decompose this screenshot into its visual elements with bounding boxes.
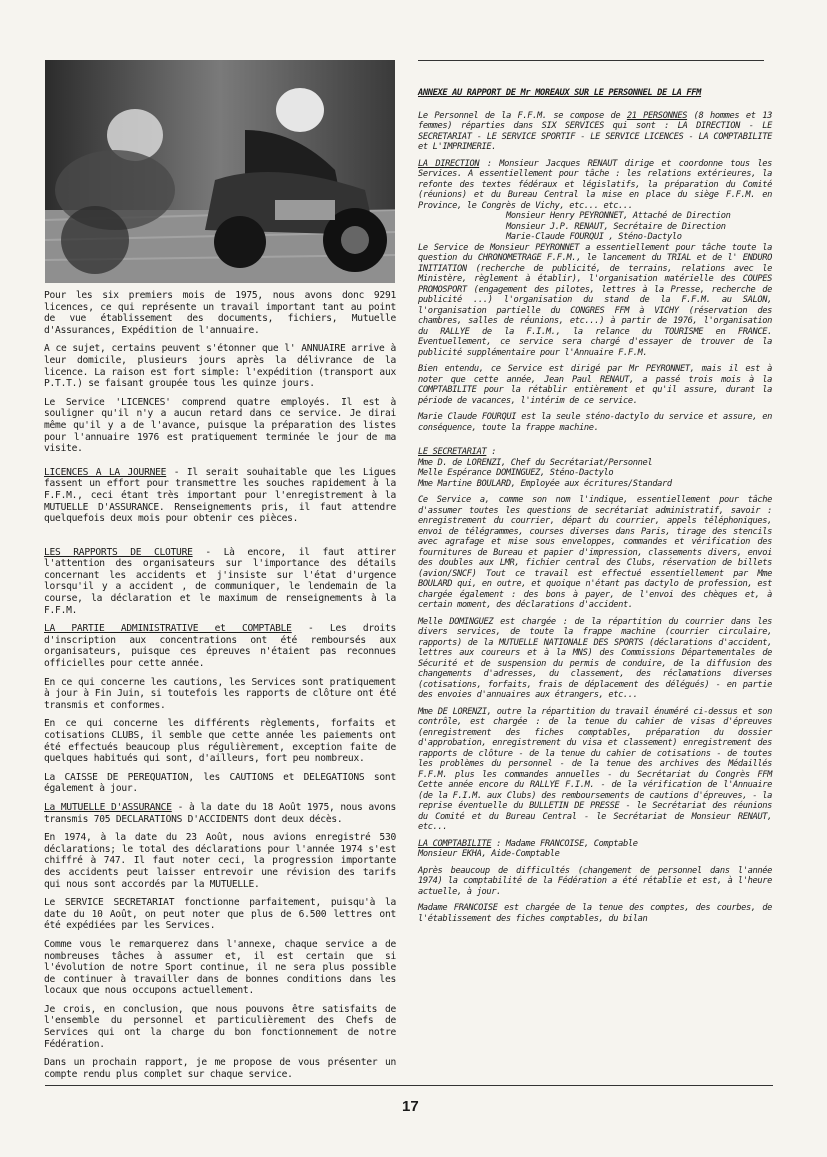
highlight: 21 PERSONNES: [626, 110, 688, 121]
staff-line: Marie-Claude FOURQUI , Sténo-Dactylo: [506, 232, 682, 242]
paragraph: Melle DOMINGUEZ est chargée : de la répartition du courrier dans les divers services, de toute la frappe machine (courrier circulaire, rapports) de la MUTUELLE NATIONALE DES SPORTS (déclarations d'accident, lettres aux coureurs et à la MNS) des Commissions Départementales de Sécurité et de suspension du permis de conduire, de la diffusion des changements d'adresses, du classement, des réclamations diverses (cotisations, forfaits, frais de déplacement des délégués) - en partie des envoies d'annuaires aux étrangers, etc...: [418, 616, 772, 700]
paragraph: [418, 839, 772, 860]
staff-line: Monsieur J.P. RENAUT, Secrétaire de Direction: [506, 221, 726, 232]
right-column: [418, 88, 772, 930]
section-heading: LICENCES A LA JOURNEE: [44, 466, 167, 478]
paragraph: Marie Claude FOURQUI est la seule sténo-dactylo du service et assure, en conséquence, toute la frappe machine.: [418, 412, 772, 433]
motorcycle-race-photo: [45, 60, 395, 283]
paragraph: Madame FRANCOISE est chargée de la tenue des comptes, des courbes, de l'établissement des fiches comptables, du bilan: [418, 903, 772, 924]
paragraph-text: Le Personnel de la F.F.M. se compose de: [418, 110, 627, 121]
paragraph: [418, 159, 772, 212]
paragraph: En ce qui concerne les cautions, les Services sont pratiquement à jour à Fin Juin, si toutefois les rapports de clôture ont été transmis et conformes.: [44, 676, 396, 711]
paragraph: Pour les six premiers mois de 1975, nous avons donc 9291 licences, ce qui représente un travail important tant au point de vue établissement des documents, fichiers, Mutuelle d'Assurances, Expédition de l'annuaire.: [44, 290, 396, 336]
paragraph: [44, 802, 396, 825]
staff-list: Mme D. de LORENZI, Chef du Secrétariat/Personnel Melle Espérance DOMINGUEZ, Sténo-Dactylo Mme Martine BOULARD, Employée aux écritures/Standard: [418, 457, 672, 489]
paragraph: Bien entendu, ce Service est dirigé par Mr PEYRONNET, mais il est à noter que cette année, Jean Paul RENAUT, a passé trois mois à la COMPTABILITE pour la rétablir entièrement et qu'il assure, durant la période de vacances, l'intérim de ce service.: [418, 364, 772, 406]
paragraph-text: - Là encore, il faut attirer l'attention des organisateurs sur l'importance des détails concernant les accidents et j'insiste sur l'état d'urgence lorsqu'il y a accident , de communiquer, le lendemain de la course, la déclaration et le maximum de renseignements à la F.F.M.: [44, 546, 396, 616]
paragraph: A ce sujet, certains peuvent s'étonner que l' ANNUAIRE arrive à leur domicile, plusieurs jours après la délivrance de la licence. La raison est fort simple: l'expédition (transport aux P.T.T.) se faisant groupée tous les quinze jours.: [44, 343, 396, 390]
paragraph: La CAISSE DE PEREQUATION, les CAUTIONS et DELEGATIONS sont également à jour.: [44, 771, 396, 795]
paragraph: LE SECRETARIAT :: [418, 447, 497, 457]
paragraph: Je crois, en conclusion, que nous pouvons être satisfaits de l'ensemble du personnel et particulièrement des Chefs de Services qui ont la charge du bon fonctionnement de notre Fédération.: [44, 1003, 396, 1050]
paragraph: Après beaucoup de difficultés (changement de personnel dans l'année 1974) la comptabilité de la Fédération a été rétablie et est, à l'heure actuelle, à jour.: [418, 865, 772, 897]
paragraph-text: - Il serait souhaitable que les Ligues fassent un effort pour transmettre les souches rapidement à la F.F.M., ceci étant très important pour l'enregistrement à la MUTUELLE D'ASSURANCE. Renseignements pris, il faut attendre quelquefois deux mois pour obtenir ces pièces.: [44, 466, 397, 525]
paragraph: Ce Service a, comme son nom l'indique, essentiellement pour tâche d'assumer toutes les questions de secrétariat administratif, savoir : enregistrement du courrier, départ du courrier, appels téléphoniques, envoi de télégrammes, courses diverses dans Paris, tirage des stencils avec agrafage et mise sous enveloppes, commandes et vérification des fournitures de Bureau et papier d'impression, classements divers, envoi des doubles aux LMR, fichier central des Clubs, réservation de billets (avion/SNCF) Tout ce travail est effectué essentiellement par Mme BOULARD qui, en outre, et quoique n'étant pas dactylo de profession, est chargée également : des bons à payer, de l'envoi des chèques et, à certain moment, des déclarations d'accident.: [418, 495, 772, 610]
paragraph: [44, 547, 396, 617]
annex-title: ANNEXE AU RAPPORT DE Mr MOREAUX SUR LE PERSONNEL DE LA FFM: [418, 88, 702, 98]
section-heading: La MUTUELLE D'ASSURANCE: [44, 801, 172, 813]
paragraph: Dans un prochain rapport, je me propose de vous présenter un compte rendu plus complet sur chaque service.: [44, 1057, 396, 1080]
paragraph-text: - à la date du 18 Août 1975, nous avons transmis 705 DECLARATIONS D'ACCIDENTS dont deux décès.: [44, 801, 396, 825]
staff-list: : Madame FRANCOISE, Comptable Monsieur EKHA, Aide-Comptable: [418, 838, 638, 859]
paragraph: En 1974, à la date du 23 Août, nous avions enregistré 530 déclarations; le total des déclarations pour l'année 1974 s'est chiffré à 747. Il faut noter ceci, la progression importante des accidents peut laisser entrevoir une révision des tarifs qui nous sont accordés par la MUTUELLE.: [44, 832, 396, 890]
bottom-rule: [45, 1085, 773, 1086]
paragraph: Mme DE LORENZI, outre la répartition du travail énuméré ci-dessus et son contrôle, est chargée : de la tenue du cahier de visas d'épreuves (enregistrement des fiches comptables, préparation du dossier d'approbation, enregistrement du visa et classement) enregistrement des rapports de clôture - de la tenue du cahier de cotisations - de toutes les problèmes du personnel - de la tenue des archives des Médaillés F.F.M. plus les commandes annuelles - du Secrétariat du Congrès FFM Cette année encore du RALLYE F.I.M. - de la vérification de l'Annuaire (de la F.I.M. aux Clubs) des remboursements de cautions d'épreuves, - la reprise éventuelle du BULLETIN DE PRESSE - le Secrétariat des réunions du Comité et du Bureau Central - le Secrétariat de Monsieur RENAUT, etc...: [418, 706, 772, 832]
staff-line: Monsieur Henry PEYRONNET, Attaché de Direction: [506, 211, 731, 221]
paragraph: [418, 111, 772, 153]
paragraph-text: (8 hommes et 13 femmes) réparties dans SIX SERVICES qui sont : LA DIRECTION - LE SECRETARIAT - LE SERVICE SPORTIF - LE SERVICE LICENCES - LA COMPTABILITE et L'IMPRIMERIE.: [418, 110, 772, 152]
section-heading: LA COMPTABILITE: [418, 838, 492, 849]
paragraph: Le SERVICE SECRETARIAT fonctionne parfaitement, puisqu'à la date du 10 Août, on peut noter que plus de 6.500 lettres ont été expédiées par les Services.: [44, 897, 396, 932]
section-heading: LES RAPPORTS DE CLOTURE: [44, 546, 193, 558]
motorcycle-photo-icon: [45, 60, 395, 283]
section-heading: LE SECRETARIAT: [418, 447, 487, 457]
paragraph: Le Service de Monsieur PEYRONNET a essentiellement pour tâche toute la question du CHRONOMETRAGE F.F.M., le lancement du TRIAL et de l' ENDURO INITIATION (recherche de publicité, de terrains, relations avec le Ministère, règlement à établir), l'organisation matérielle des COUPES PROMOSPORT (engagement des pilotes, lettres à la Presse, recherche de publicité ...) l'organisation du stand de la F.F.M. au SALON, l'organisation partielle du CONGRES FFM à VICHY (réservation des chambres, salles de réunions, etc...) à partir de 1976, l'organisation du RALLYE de la F.I.M., la relance du TOURISME en FRANCE. Eventuellement, ce service sera chargé d'essayer de trouver de la publicité supplémentaire pour l'Annuaire F.F.M.: [418, 242, 772, 358]
left-column: [44, 290, 396, 1087]
paragraph: Le Service 'LICENCES' comprend quatre employés. Il est à souligner qu'il n'y a aucun retard dans ce service. Je dirai même qu'il y a de l'avance, puisque la préparation des listes pour l'annuaire 1976 est pratiquement terminée le jour de ma visite.: [44, 396, 396, 455]
paragraph: En ce qui concerne les différents règlements, forfaits et cotisations CLUBS, il semble que cette année les paiements ont été effectués beaucoup plus régulièrement, exception faite de quelques habitués qui sont, d'ailleurs, fort peu nombreux.: [44, 718, 396, 765]
section-heading: LA DIRECTION: [418, 158, 480, 169]
section-heading: LA PARTIE ADMINISTRATIVE et COMPTABLE: [44, 623, 292, 635]
top-rule: [418, 60, 764, 61]
paragraph: [44, 623, 396, 669]
page-number: 17: [402, 1098, 419, 1115]
paragraph-text: - Les droits d'inscription aux concentrations ont été remboursés aux organisateurs, puisque ces épreuves n'étaient pas reconnues officielles pour cette année.: [44, 623, 396, 670]
paragraph-text: : Monsieur Jacques RENAUT dirige et coordonne tous les Services. A essentiellement pour tâche : les relations extérieures, la refonte des textes fédéraux et législatifs, la préparation du Comité (réunions) et du Bureau Central la mise en place du siège F.F.M. en Province, le Congrès de Vichy, etc... etc...: [418, 158, 772, 211]
paragraph: Comme vous le remarquerez dans l'annexe, chaque service a de nombreuses tâches à assumer et, il est certain que si l'évolution de notre Sport continue, il ne sera plus possible de continuer à travailler dans de bonnes conditions dans les locaux que nous occupons actuellement.: [44, 938, 396, 997]
paragraph: [44, 467, 396, 525]
